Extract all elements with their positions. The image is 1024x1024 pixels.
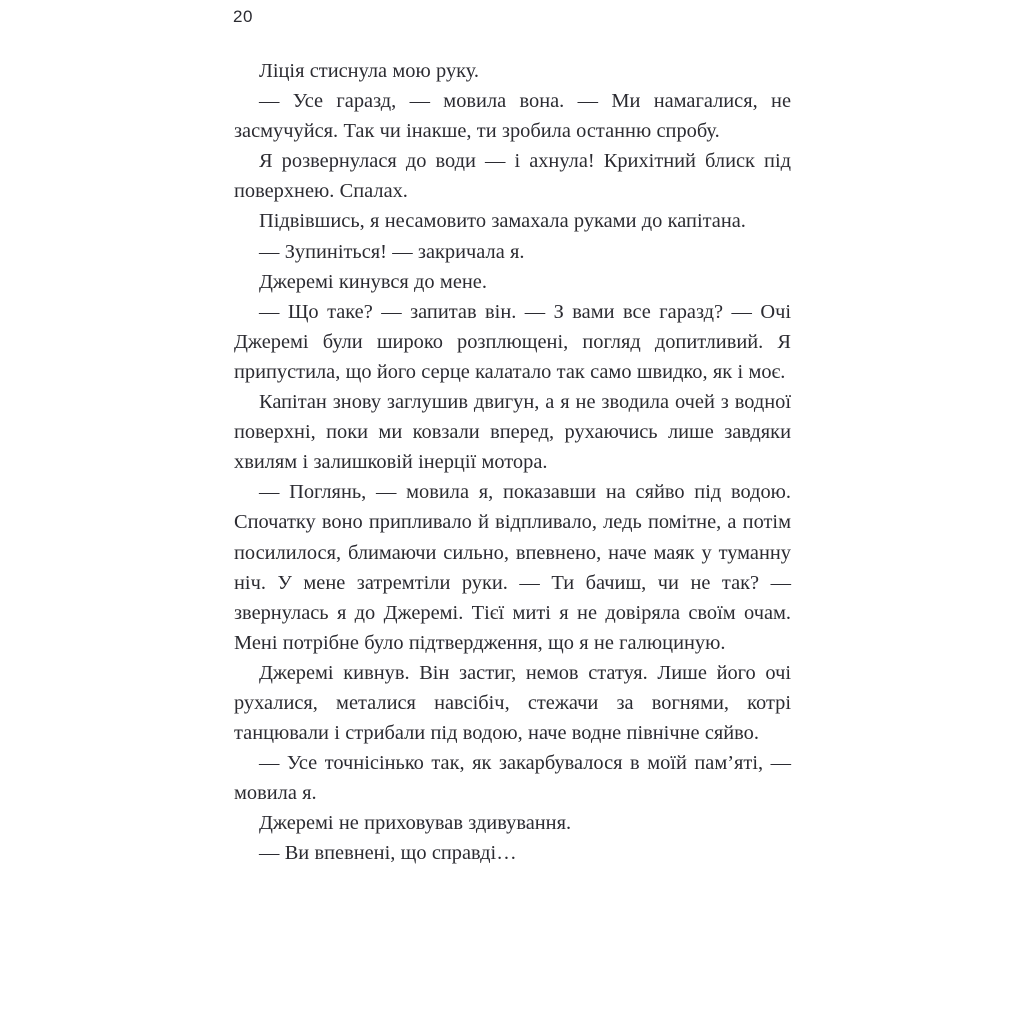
paragraph: Капітан знову заглушив двигун, а я не зводила очей з водної поверхні, поки ми ковзали вперед, рухаючись лише завдяки хвилям і залишковій інерції мотора. xyxy=(234,391,791,474)
paragraph: — Ви впевнені, що справді… xyxy=(259,842,517,865)
paragraph: — Усе гаразд, — мовила вона. — Ми намагалися, не засмучуйся. Так чи інакше, ти зробила останню спробу. xyxy=(234,90,791,143)
paragraph: Я розвернулася до води — і ахнула! Крихітний блиск під поверхнею. Спалах. xyxy=(234,150,791,203)
paragraph: — Зупиніться! — закричала я. xyxy=(259,240,525,263)
paragraph: Джеремі не приховував здивування. xyxy=(259,812,572,835)
paragraph: Ліція стиснула мою руку. xyxy=(259,60,480,82)
paragraph: Джеремі кинувся до мене. xyxy=(259,270,487,293)
paragraph: — Що таке? — запитав він. — З вами все гаразд? — Очі Джеремі були широко розплющені, погляд допитливий. Я припустила, що його серце калатало так само швидко, як і моє. xyxy=(234,300,791,383)
page-number: 20 xyxy=(233,7,253,26)
paragraph: — Поглянь, — мовила я, показавши на сяйво під водою. Спочатку воно припливало й відпливало, ледь помітне, а потім посилилося, блимаючи сильно, впевнено, наче маяк у туманну ніч. У мене затремтіли руки. — Ти бачиш, чи не так? — звернулась я до Джеремі. Тієї миті я не довіряла своїм очам. Мені потрібне було підтвердження, що я не галюциную. xyxy=(234,481,791,654)
body-text xyxy=(234,56,791,869)
paragraph: — Усе точнісінько так, як закарбувалося в моїй пам’яті, — мовила я. xyxy=(234,752,791,805)
paragraph: Джеремі кивнув. Він застиг, немов статуя. Лише його очі рухалися, металися навсібіч, стежачи за вогнями, котрі танцювали і стрибали під водою, наче водне північне сяйво. xyxy=(234,661,791,745)
paragraph: Підвівшись, я несамовито замахала руками до капітана. xyxy=(259,210,746,233)
